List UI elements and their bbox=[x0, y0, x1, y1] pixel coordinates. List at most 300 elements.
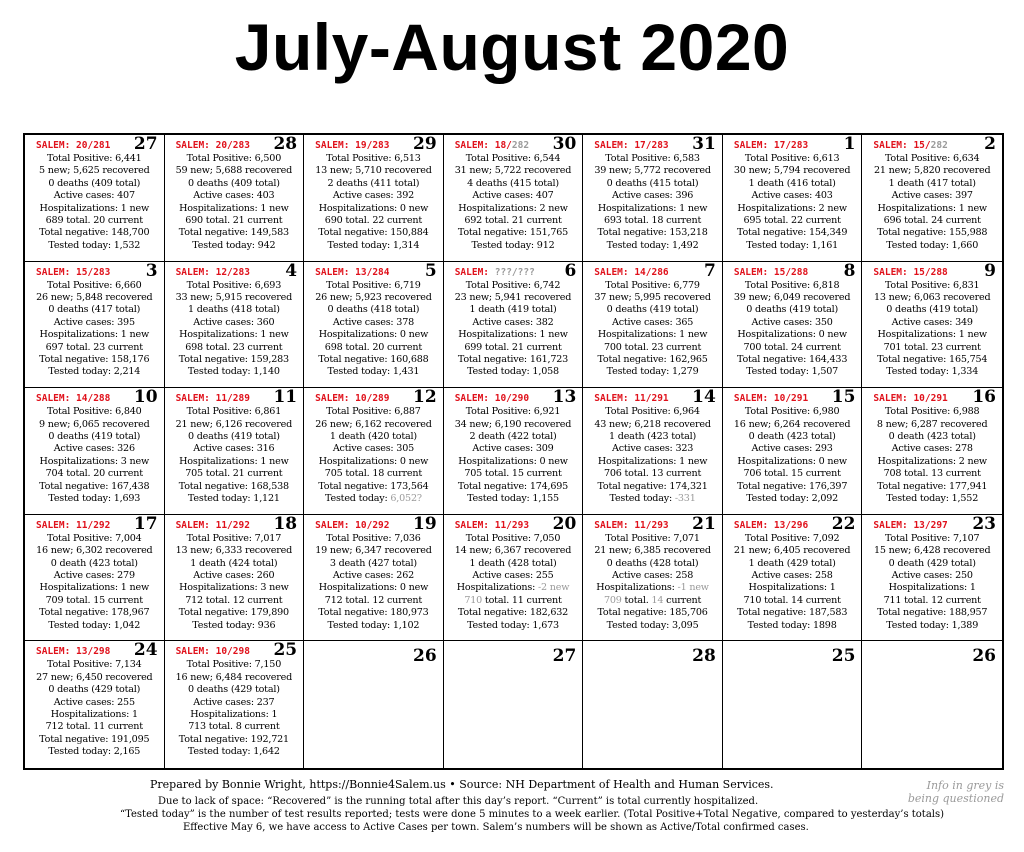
stat-line: Total negative: 150,884 bbox=[318, 227, 429, 239]
stat-line: Active cases: 309 bbox=[472, 443, 554, 455]
stat-line: Hospitalizations: 1 new bbox=[877, 202, 987, 214]
stat-line: Total negative: 179,890 bbox=[178, 607, 289, 619]
salem-cases: SALEM: 18/282 bbox=[454, 140, 530, 151]
day-number: 11 bbox=[273, 388, 298, 408]
stat-line: Total negative: 174,321 bbox=[597, 480, 708, 492]
day-cell bbox=[304, 135, 444, 262]
stat-line: 705 total. 21 current bbox=[185, 468, 283, 480]
stat-line: 1 death (419 total) bbox=[469, 304, 557, 316]
stat-line: 16 new; 6,302 recovered bbox=[36, 545, 153, 557]
stat-line: Hospitalizations: 0 new bbox=[737, 455, 847, 467]
day-number: 19 bbox=[413, 514, 437, 534]
stat-line: Tested today: 1,492 bbox=[606, 239, 699, 251]
stat-line: Active cases: 293 bbox=[751, 443, 833, 455]
stat-line: 30 new; 5,794 recovered bbox=[733, 165, 851, 177]
calendar-grid bbox=[23, 133, 1004, 770]
stat-line: 713 total. 8 current bbox=[188, 721, 280, 733]
stat-line: Total Positive: 6,544 bbox=[465, 153, 561, 164]
stat-line: Hospitalizations: 3 new bbox=[179, 582, 289, 594]
salem-cases: SALEM: 10/298 bbox=[175, 646, 250, 658]
salem-cases: SALEM: 11/293 bbox=[454, 519, 530, 531]
stat-line: 13 new; 6,063 recovered bbox=[873, 292, 991, 303]
day-number: 27 bbox=[552, 646, 577, 667]
stat-line: Hospitalizations: 1 new bbox=[39, 202, 150, 214]
grey-info-note: Info in grey is being questioned bbox=[907, 779, 1004, 805]
stat-line: Tested today: 1,155 bbox=[467, 493, 559, 505]
stat-line: Active cases: 397 bbox=[891, 190, 973, 202]
day-number: 10 bbox=[133, 388, 158, 408]
stat-line: 696 total. 24 current bbox=[883, 215, 981, 227]
footer-note-tested: “Tested today” is the number of test results reported; tests were done 5 minutes to a week earlier. (Total Positive+Total Negative, compared to yesterday’s totals) bbox=[120, 809, 945, 820]
stat-line: 16 new; 6,264 recovered bbox=[733, 418, 851, 430]
stat-line: Total Positive: 7,004 bbox=[47, 532, 142, 544]
day-number: 3 bbox=[145, 261, 158, 281]
stat-line: 8 new; 6,287 recovered bbox=[876, 418, 988, 430]
stat-line: 5 new; 5,625 recovered bbox=[39, 165, 150, 177]
stat-line: Tested today: 1,314 bbox=[327, 239, 420, 251]
stat-line: Active cases: 237 bbox=[193, 696, 275, 708]
stat-line: 0 deaths (409 total) bbox=[187, 177, 280, 189]
stat-line: 699 total. 21 current bbox=[464, 341, 562, 353]
stat-line: Total Positive: 6,818 bbox=[744, 279, 840, 291]
salem-cases: SALEM: 10/292 bbox=[315, 519, 390, 531]
stat-line: Active cases: 407 bbox=[53, 190, 135, 202]
stat-line: 710 total. 14 current bbox=[743, 594, 841, 606]
day-cell bbox=[723, 262, 863, 389]
stat-line: Active cases: 255 bbox=[53, 696, 135, 708]
stat-line: Active cases: 349 bbox=[891, 316, 973, 328]
stat-line: Total negative: 188,957 bbox=[877, 607, 988, 619]
day-cell bbox=[444, 515, 584, 642]
stat-line: Hospitalizations: 1 new bbox=[179, 329, 289, 341]
stat-line: Hospitalizations: 1 new bbox=[179, 202, 289, 214]
stat-line: Hospitalizations: 2 new bbox=[458, 202, 568, 214]
stat-line: Hospitalizations: 1 bbox=[190, 709, 278, 721]
stat-line: Total negative: 158,176 bbox=[39, 354, 150, 366]
stat-line: 1 death (416 total) bbox=[748, 177, 836, 189]
stat-line: Tested today: 1,642 bbox=[187, 746, 280, 758]
day-number: 16 bbox=[972, 388, 996, 408]
stat-line: Hospitalizations: -1 new bbox=[596, 582, 709, 594]
day-cell bbox=[862, 641, 1002, 768]
day-number: 5 bbox=[424, 261, 437, 281]
day-cell bbox=[304, 388, 444, 515]
stat-line: Total negative: 165,754 bbox=[877, 354, 988, 366]
stat-line: Active cases: 392 bbox=[332, 190, 415, 202]
stat-line: Total Positive: 6,779 bbox=[605, 279, 700, 291]
salem-cases: SALEM: 20/281 bbox=[36, 140, 111, 151]
stat-line: 39 new; 6,049 recovered bbox=[733, 292, 851, 303]
day-number: 26 bbox=[972, 646, 996, 667]
stat-line: Total negative: 167,438 bbox=[39, 480, 150, 492]
stat-line: Total negative: 151,765 bbox=[457, 227, 569, 239]
stat-line: 689 total. 20 current bbox=[45, 215, 143, 227]
stat-line: 2 death (422 total) bbox=[469, 431, 557, 442]
day-cell bbox=[862, 388, 1002, 515]
stat-line: Hospitalizations: 1 new bbox=[179, 455, 289, 467]
stat-line: Total negative: 182,632 bbox=[457, 607, 569, 619]
stat-line: Tested today: 1,042 bbox=[48, 619, 141, 631]
salem-cases: SALEM: 19/283 bbox=[315, 140, 390, 151]
stat-line: Hospitalizations: 2 new bbox=[737, 202, 847, 214]
stat-line: Total Positive: 6,500 bbox=[186, 153, 282, 164]
stat-line: Hospitalizations: 0 new bbox=[318, 455, 429, 467]
stat-line: 59 new; 5,688 recovered bbox=[175, 165, 293, 177]
stat-line: Hospitalizations: 1 new bbox=[458, 329, 568, 341]
day-cell bbox=[583, 515, 723, 642]
stat-line: Active cases: 360 bbox=[193, 316, 275, 328]
stat-line: Hospitalizations: 1 bbox=[888, 582, 976, 594]
day-number: 2 bbox=[984, 135, 996, 154]
salem-cases: SALEM: 13/296 bbox=[733, 519, 809, 531]
footer-note-active: Effective May 6, we have access to Active Cases per town. Salem’s numbers will be shown as Active/Total confirmed cases. bbox=[183, 822, 809, 833]
day-number: 28 bbox=[273, 135, 298, 154]
stat-line: 27 new; 6,450 recovered bbox=[36, 671, 153, 683]
stat-line: Total negative: 153,218 bbox=[597, 227, 708, 239]
stat-line: Tested today: 1898 bbox=[747, 619, 837, 631]
stat-line: 33 new; 5,915 recovered bbox=[175, 292, 293, 303]
stat-line: 708 total. 13 current bbox=[883, 468, 981, 480]
day-number: 22 bbox=[831, 514, 856, 534]
stat-line: 39 new; 5,772 recovered bbox=[594, 165, 711, 177]
stat-line: Hospitalizations: 1 new bbox=[39, 329, 150, 341]
stat-line: 0 deaths (409 total) bbox=[48, 177, 141, 189]
salem-cases: SALEM: 17/283 bbox=[594, 140, 669, 151]
stat-line: Total Positive: 6,840 bbox=[47, 406, 142, 418]
day-cell bbox=[165, 388, 305, 515]
stat-line: 16 new; 6,484 recovered bbox=[175, 671, 293, 683]
stat-line: Active cases: 278 bbox=[891, 443, 973, 455]
stat-line: Total Positive: 6,660 bbox=[47, 279, 142, 291]
stat-line: Total Positive: 6,742 bbox=[465, 279, 561, 291]
stat-line: Active cases: 323 bbox=[611, 443, 694, 455]
day-cell bbox=[165, 262, 305, 389]
day-number: 25 bbox=[273, 641, 298, 661]
day-cell bbox=[444, 135, 584, 262]
stat-line: 23 new; 5,941 recovered bbox=[454, 292, 572, 303]
stat-line: 4 deaths (415 total) bbox=[467, 177, 559, 189]
day-number: 9 bbox=[984, 261, 996, 281]
stat-line: 13 new; 5,710 recovered bbox=[315, 165, 432, 177]
stat-line: 1 death (423 total) bbox=[609, 431, 697, 442]
stat-line: 13 new; 6,333 recovered bbox=[175, 545, 293, 557]
salem-cases: SALEM: 14/288 bbox=[36, 393, 111, 405]
stat-line: Total Positive: 6,964 bbox=[605, 406, 700, 418]
stat-line: Active cases: 262 bbox=[332, 570, 415, 582]
day-cell bbox=[304, 515, 444, 642]
day-number: 17 bbox=[133, 514, 158, 534]
stat-line: Total negative: 161,723 bbox=[457, 354, 569, 366]
stat-line: 710 total. 11 current bbox=[464, 594, 562, 606]
day-number: 31 bbox=[692, 135, 716, 154]
stat-line: 709 total. 15 current bbox=[45, 594, 143, 606]
stat-line: Active cases: 378 bbox=[332, 316, 415, 328]
stat-line: Hospitalizations: 0 new bbox=[318, 329, 429, 341]
salem-cases: SALEM: 11/289 bbox=[175, 393, 250, 405]
stat-line: Tested today: 1,161 bbox=[746, 239, 839, 251]
stat-line: Tested today: 1,102 bbox=[327, 619, 420, 631]
footer-note-recovered: Due to lack of space: “Recovered” is the running total after this day’s report. “Current” is total currently hospitalized. bbox=[158, 796, 759, 807]
stat-line: Total negative: 160,688 bbox=[318, 354, 429, 366]
salem-cases: SALEM: 13/298 bbox=[36, 646, 111, 658]
stat-line: Hospitalizations: 1 new bbox=[39, 582, 150, 594]
day-cell bbox=[304, 641, 444, 768]
stat-line: Total Positive: 6,693 bbox=[186, 279, 282, 291]
stat-line: Total Positive: 7,017 bbox=[186, 532, 282, 544]
salem-cases: SALEM: ???/??? bbox=[454, 266, 535, 278]
salem-cases: SALEM: 20/283 bbox=[175, 140, 250, 151]
stat-line: 705 total. 18 current bbox=[324, 468, 423, 480]
stat-line: 705 total. 15 current bbox=[464, 468, 562, 480]
stat-line: Total Positive: 7,050 bbox=[465, 532, 561, 544]
stat-line: Total negative: 174,695 bbox=[457, 480, 569, 492]
stat-line: Tested today: 6,052? bbox=[325, 493, 422, 505]
stat-line: Tested today: 1,673 bbox=[467, 619, 559, 631]
stat-line: Total negative: 162,965 bbox=[597, 354, 708, 366]
stat-line: Active cases: 365 bbox=[611, 316, 694, 328]
stat-line: Tested today: 1,279 bbox=[606, 366, 699, 378]
day-cell bbox=[25, 262, 165, 389]
stat-line: 19 new; 6,347 recovered bbox=[315, 545, 432, 557]
stat-line: Tested today: 2,165 bbox=[48, 746, 141, 758]
stat-line: 37 new; 5,995 recovered bbox=[594, 292, 711, 303]
stat-line: 0 deaths (419 total) bbox=[886, 304, 979, 316]
day-cell bbox=[444, 641, 584, 768]
day-cell bbox=[723, 641, 863, 768]
day-cell bbox=[583, 388, 723, 515]
stat-line: Total negative: 164,433 bbox=[737, 354, 848, 366]
day-number: 25 bbox=[831, 646, 856, 667]
stat-line: Active cases: 260 bbox=[193, 570, 275, 582]
stat-line: 0 deaths (415 total) bbox=[606, 177, 699, 189]
stat-line: 0 deaths (429 total) bbox=[187, 684, 280, 696]
stat-line: Active cases: 403 bbox=[751, 190, 833, 202]
stat-line: 698 total. 20 current bbox=[324, 341, 423, 353]
salem-cases: SALEM: 15/288 bbox=[873, 266, 948, 278]
day-cell bbox=[25, 641, 165, 768]
stat-line: 701 total. 23 current bbox=[883, 341, 981, 353]
salem-cases: SALEM: 11/293 bbox=[594, 519, 669, 531]
stat-line: Total Positive: 7,092 bbox=[744, 532, 840, 544]
day-number: 12 bbox=[413, 388, 437, 408]
day-number: 8 bbox=[843, 261, 856, 281]
day-number: 6 bbox=[564, 261, 577, 281]
stat-line: 1 death (420 total) bbox=[329, 431, 417, 442]
stat-line: Hospitalizations: 0 new bbox=[737, 329, 847, 341]
stat-line: Hospitalizations: 1 bbox=[748, 582, 836, 594]
salem-cases: SALEM: 15/288 bbox=[733, 266, 809, 278]
stat-line: 0 deaths (417 total) bbox=[48, 304, 141, 316]
stat-line: Tested today: 1,140 bbox=[187, 366, 280, 378]
stat-line: Active cases: 326 bbox=[53, 443, 135, 455]
stat-line: Total negative: 187,583 bbox=[737, 607, 848, 619]
stat-line: 711 total. 12 current bbox=[883, 594, 981, 606]
stat-line: 698 total. 23 current bbox=[185, 341, 283, 353]
day-cell bbox=[583, 262, 723, 389]
stat-line: 31 new; 5,722 recovered bbox=[454, 165, 572, 177]
stat-line: Total negative: 173,564 bbox=[318, 480, 429, 492]
stat-line: Active cases: 258 bbox=[751, 570, 833, 582]
stat-line: Active cases: 258 bbox=[611, 570, 694, 582]
stat-line: 1 death (428 total) bbox=[469, 557, 557, 569]
stat-line: 0 deaths (428 total) bbox=[606, 557, 699, 569]
stat-line: Tested today: 1,660 bbox=[886, 239, 979, 251]
stat-line: 21 new; 5,820 recovered bbox=[873, 165, 991, 177]
stat-line: Tested today: 1,121 bbox=[187, 493, 280, 505]
stat-line: 709 total. 14 current bbox=[603, 594, 702, 606]
stat-line: 2 deaths (411 total) bbox=[327, 177, 420, 189]
stat-line: Total negative: 155,988 bbox=[877, 227, 988, 239]
stat-line: 0 deaths (419 total) bbox=[606, 304, 699, 316]
day-cell bbox=[444, 262, 584, 389]
stat-line: 0 deaths (429 total) bbox=[48, 684, 141, 696]
stat-line: Active cases: 279 bbox=[53, 570, 135, 582]
salem-cases: SALEM: 10/291 bbox=[873, 393, 948, 405]
stat-line: 0 death (423 total) bbox=[748, 431, 836, 442]
stat-line: Tested today: 2,214 bbox=[48, 366, 141, 378]
stat-line: Tested today: 3,095 bbox=[606, 619, 699, 631]
stat-line: Total Positive: 6,980 bbox=[744, 406, 840, 418]
stat-line: 706 total. 13 current bbox=[603, 468, 702, 480]
day-number: 1 bbox=[843, 135, 856, 154]
stat-line: 692 total. 21 current bbox=[464, 215, 562, 227]
stat-line: 700 total. 23 current bbox=[603, 341, 702, 353]
footer-credit: Prepared by Bonnie Wright, https://Bonnie4Salem.us • Source: NH Department of Health and Human Services. bbox=[150, 778, 774, 791]
day-number: 29 bbox=[413, 135, 437, 154]
stat-line: Hospitalizations: 2 new bbox=[877, 455, 987, 467]
stat-line: Total Positive: 6,861 bbox=[186, 406, 282, 418]
stat-line: 693 total. 18 current bbox=[603, 215, 702, 227]
stat-line: 0 death (423 total) bbox=[50, 557, 138, 569]
salem-cases: SALEM: 14/286 bbox=[594, 266, 669, 278]
stat-line: Hospitalizations: 1 new bbox=[877, 329, 987, 341]
stat-line: Active cases: 395 bbox=[53, 316, 135, 328]
salem-cases: SALEM: 11/292 bbox=[36, 519, 111, 531]
day-cell bbox=[165, 515, 305, 642]
stat-line: Active cases: 350 bbox=[751, 316, 833, 328]
salem-cases: SALEM: 13/297 bbox=[873, 519, 948, 531]
stat-line: Hospitalizations: 0 new bbox=[318, 582, 429, 594]
salem-cases: SALEM: 11/291 bbox=[594, 393, 669, 405]
day-cell bbox=[165, 641, 305, 768]
stat-line: 21 new; 6,405 recovered bbox=[733, 545, 851, 557]
stat-line: Tested today: 1,389 bbox=[886, 619, 979, 631]
stat-line: Active cases: 255 bbox=[472, 570, 554, 582]
stat-line: 0 death (423 total) bbox=[888, 431, 976, 442]
stat-line: 704 total. 20 current bbox=[45, 468, 143, 480]
stat-line: 1 deaths (418 total) bbox=[187, 304, 280, 316]
day-cell bbox=[444, 388, 584, 515]
stat-line: Tested today: 1,334 bbox=[886, 366, 979, 378]
stat-line: Total negative: 180,973 bbox=[318, 607, 429, 619]
day-number: 28 bbox=[692, 646, 716, 667]
stat-line: 0 death (429 total) bbox=[888, 557, 976, 569]
stat-line: 26 new; 5,848 recovered bbox=[36, 292, 153, 303]
stat-line: Tested today: 942 bbox=[192, 239, 276, 251]
stat-line: Active cases: 403 bbox=[193, 190, 275, 202]
stat-line: Tested today: 1,431 bbox=[327, 366, 420, 378]
stat-line: 712 total. 11 current bbox=[45, 721, 143, 733]
stat-line: 700 total. 24 current bbox=[743, 341, 841, 353]
day-cell bbox=[304, 262, 444, 389]
stat-line: Total negative: 149,583 bbox=[178, 227, 289, 239]
stat-line: 690 total. 22 current bbox=[324, 215, 423, 227]
stat-line: 0 deaths (418 total) bbox=[327, 304, 420, 316]
stat-line: Total Positive: 6,583 bbox=[605, 153, 700, 164]
stat-line: 712 total. 12 current bbox=[185, 594, 283, 606]
stat-line: Tested today: 1,552 bbox=[886, 493, 979, 505]
day-number: 30 bbox=[552, 135, 577, 154]
stat-line: 3 death (427 total) bbox=[329, 557, 417, 569]
stat-line: Total negative: 192,721 bbox=[178, 733, 289, 745]
stat-line: Tested today: 936 bbox=[192, 619, 276, 631]
salem-cases: SALEM: 10/290 bbox=[454, 393, 530, 405]
day-cell bbox=[862, 135, 1002, 262]
stat-line: Active cases: 316 bbox=[193, 443, 275, 455]
stat-line: 9 new; 6,065 recovered bbox=[39, 418, 150, 430]
stat-line: 1 death (429 total) bbox=[748, 557, 836, 569]
day-number: 27 bbox=[133, 135, 158, 154]
salem-cases: SALEM: 15/282 bbox=[873, 140, 948, 151]
stat-line: Tested today: 2,092 bbox=[746, 493, 839, 505]
stat-line: Hospitalizations: 1 new bbox=[597, 202, 708, 214]
stat-line: Total Positive: 6,613 bbox=[744, 153, 840, 164]
stat-line: Total negative: 148,700 bbox=[39, 227, 150, 239]
stat-line: Total Positive: 7,071 bbox=[605, 532, 700, 544]
stat-line: Hospitalizations: 3 new bbox=[39, 455, 150, 467]
stat-line: Tested today: 1,532 bbox=[48, 239, 141, 251]
stat-line: 21 new; 6,126 recovered bbox=[175, 418, 293, 430]
stat-line: Hospitalizations: 1 new bbox=[597, 455, 708, 467]
stat-line: Hospitalizations: 1 bbox=[50, 709, 138, 721]
stat-line: Total Positive: 6,831 bbox=[884, 279, 980, 291]
stat-line: Hospitalizations: -2 new bbox=[456, 582, 570, 594]
day-number: 13 bbox=[552, 388, 577, 408]
stat-line: Active cases: 250 bbox=[891, 570, 973, 582]
day-cell bbox=[723, 135, 863, 262]
day-number: 20 bbox=[552, 514, 577, 534]
stat-line: Total Positive: 7,107 bbox=[884, 532, 980, 544]
day-number: 23 bbox=[972, 514, 996, 534]
stat-line: Total negative: 154,349 bbox=[737, 227, 848, 239]
stat-line: Hospitalizations: 0 new bbox=[458, 455, 568, 467]
day-number: 21 bbox=[692, 514, 716, 534]
stat-line: 706 total. 15 current bbox=[743, 468, 841, 480]
day-cell bbox=[862, 515, 1002, 642]
day-number: 14 bbox=[692, 388, 716, 408]
stat-line: 34 new; 6,190 recovered bbox=[454, 418, 572, 430]
day-number: 7 bbox=[704, 261, 716, 281]
salem-cases: SALEM: 15/283 bbox=[36, 266, 111, 278]
salem-cases: SALEM: 12/283 bbox=[175, 266, 250, 278]
stat-line: 0 deaths (419 total) bbox=[187, 431, 280, 442]
stat-line: Total Positive: 6,513 bbox=[326, 153, 421, 164]
day-cell bbox=[583, 641, 723, 768]
stat-line: Total Positive: 6,921 bbox=[465, 406, 561, 418]
stat-line: Total Positive: 7,134 bbox=[47, 659, 142, 671]
stat-line: 26 new; 5,923 recovered bbox=[315, 292, 432, 303]
salem-cases: SALEM: 10/291 bbox=[733, 393, 809, 405]
stat-line: Tested today: 912 bbox=[471, 239, 555, 251]
stat-line: Total negative: 168,538 bbox=[178, 480, 289, 492]
stat-line: 26 new; 6,162 recovered bbox=[315, 418, 432, 430]
stat-line: 1 death (424 total) bbox=[190, 557, 278, 569]
day-cell bbox=[862, 262, 1002, 389]
stat-line: Tested today: 1,507 bbox=[746, 366, 839, 378]
stat-line: Total Positive: 6,988 bbox=[884, 406, 980, 418]
stat-line: 697 total. 23 current bbox=[45, 341, 143, 353]
stat-line: Active cases: 407 bbox=[472, 190, 554, 202]
